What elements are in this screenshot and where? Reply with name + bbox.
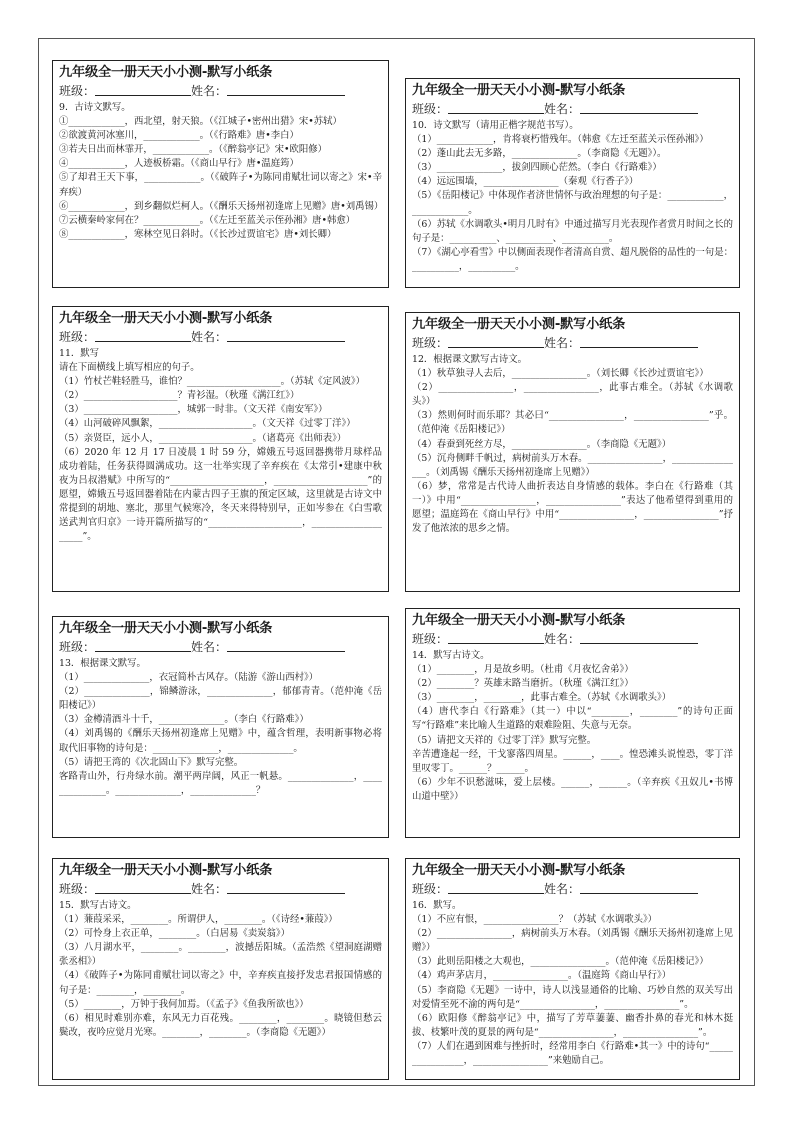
question-line: （6）苏轼《水调歌头•明月几时有》中通过描写月光表现作者赏月时间之长的句子是：__________、__________、__________。 — [412, 218, 733, 244]
question-line: ②欲渡黄河冰塞川，____________。（《行路难》唐•李白） — [59, 130, 299, 142]
question-line: （4）远远围墙，________________（秦观《行香子》） — [412, 176, 639, 188]
question-heading: 14．默写古诗文。 — [412, 650, 490, 661]
name-label: 姓名： — [191, 882, 228, 896]
question-line: （1）秋草独寻人去后，________________。（刘长卿《长沙过贾谊宅》） — [412, 368, 709, 380]
name-label: 姓名： — [544, 336, 581, 350]
question-line: ③若夫日出而林霏开，____________。（《醉翁亭记》宋•欧阳修） — [59, 144, 328, 156]
name-field[interactable] — [580, 630, 698, 644]
dictation-card-16 — [405, 858, 740, 1080]
name-field[interactable] — [227, 328, 345, 342]
card-title: 九年级全一册天天小小测-默写小纸条 — [412, 613, 626, 628]
question-line: （4）春蚕到死丝方尽，________________。（李商隐《无题》） — [412, 438, 672, 450]
question-line: （3）此则岳阳楼之大观也，________________。（范仲淹《岳阳楼记》） — [412, 956, 709, 968]
question-line: （4）鸡声茅店月，________________。（温庭筠《商山早行》） — [412, 970, 672, 982]
question-heading: 16．默写。 — [412, 900, 462, 911]
question-lines — [59, 657, 382, 798]
question-line: ⑦云横秦岭家何在？____________。（《左迁至蓝关示侄孙湘》唐•韩愈） — [59, 214, 356, 226]
class-label: 班级： — [412, 336, 449, 350]
class-label: 班级： — [59, 882, 96, 896]
class-name-row — [412, 334, 733, 352]
question-line: 客路青山外，行舟绿水前。潮平两岸阔，风正一帆悬。______________，______________。______________，______________？ — [59, 770, 382, 796]
question-line: ⑤了却君王天下事，____________。（《破阵子•为陈同甫赋壮词以寄之》宋•辛弃疾） — [59, 172, 382, 198]
question-line: （1）不应有恨，________________？（苏轼《水调歌头》） — [412, 914, 658, 926]
class-name-row — [59, 638, 382, 656]
question-line: 辛苦遭逢起一经，干戈寥落四周星。______，____。惶恐滩头说惶恐，零丁洋里叹零丁。______？______。 — [412, 748, 733, 774]
question-line: （2）蓬山此去无多路，______________。（李商隐《无题》）。 — [412, 148, 667, 160]
question-heading: 13．根据课文默写。 — [59, 658, 146, 669]
class-label: 班级： — [59, 330, 96, 344]
class-label: 班级： — [412, 882, 449, 896]
question-line: （7）《湖心亭看雪》中以侧面表现作者清高自赏、超凡脱俗的品性的一句是：__________，__________。 — [412, 246, 733, 272]
question-line: （2）________？英雄末路当磨折。（秋瑾《满江红》） — [412, 678, 634, 690]
question-line: （3）金樽清酒斗十千，______________。（李白《行路难》） — [59, 714, 309, 726]
question-heading: 12．根据课文默写古诗文。 — [412, 354, 528, 365]
question-line: （3）八月湖水平，________。________，波撼岳阳城。（孟浩然《望洞庭湖赠张丞相》） — [59, 942, 382, 968]
question-line: （2）可怜身上衣正单，________。（白居易《卖炭翁》） — [59, 928, 290, 940]
name-field[interactable] — [580, 880, 698, 894]
question-line: （4）刘禹锡的《酬乐天扬州初逢席上见赠》中，蕴含哲理，表明新事物必将取代旧事物的诗句是：______________，______________。 — [59, 728, 382, 754]
dictation-card-15 — [52, 858, 389, 1080]
question-lines — [59, 347, 382, 544]
question-line: （3）________，________，此事古难全。（苏轼《水调歌头》） — [412, 692, 672, 704]
class-field[interactable] — [95, 638, 191, 652]
name-label: 姓名： — [544, 102, 581, 116]
question-line: （5）请把王湾的《次北固山下》默写完整。 — [59, 756, 244, 768]
question-line: （5）________，万钟于我何加焉。（《孟子》《鱼我所欲也》） — [59, 998, 309, 1010]
class-label: 班级： — [59, 640, 96, 654]
class-field[interactable] — [448, 880, 544, 894]
question-line: （6）欧阳修《醉翁亭记》中，描写了芳草萋萋、幽香扑鼻的春光和林木挺拔、枝繁叶茂的夏景的两句是“________________，________________”。 — [412, 1012, 733, 1038]
question-line: （5）《岳阳楼记》中体现作者济世情怀与政治理想的句子是：____________，____________。 — [412, 190, 733, 216]
question-heading: 11．默写 — [59, 348, 100, 359]
question-lines — [412, 353, 733, 536]
class-field[interactable] — [95, 880, 191, 894]
class-field[interactable] — [95, 82, 191, 96]
name-field[interactable] — [227, 638, 345, 652]
card-title: 九年级全一册天天小小测-默写小纸条 — [412, 863, 626, 878]
card-title: 九年级全一册天天小小测-默写小纸条 — [59, 65, 273, 80]
question-line: 请在下面横线上填写相应的句子。 — [59, 362, 200, 374]
name-field[interactable] — [580, 334, 698, 348]
question-line: （5）李商隐《无题》一诗中，诗人以浅显通俗的比喻、巧妙自然的双关写出对爱情至死不渝的两句是“________________，________________”。 — [412, 984, 733, 1010]
question-lines — [412, 899, 733, 1068]
question-line: （6）梦，常常是古代诗人曲折表达自身情感的载体。李白在《行路难（其一）》中用“________________，________________”表达了他希望得到重用的愿望；温庭筠在《商山早行》中用“________________，________________”抒发了他浓浓的思乡之情。 — [412, 480, 733, 535]
question-line: （6）2020 年 12 月 17 日凌晨 1 时 59 分，嫦娥五号返回器携带月球样品成功着陆，任务获得圆满成功。这一壮举实现了辛弃疾在《太常引•建康中秋夜为吕叔潜赋》中所写的“____________________，____________________”的愿望，嫦娥五号返回器着陆在内蒙古四子王旗的预定区域，这里就是古诗文中常提到的胡地、塞北，那里气候寒冷，冬天来得特别早，正如岑参在《白雪歌送武判官归京》一诗开篇所描写的“____________________，____________________”。 — [59, 446, 382, 543]
question-line: （3）____________________，城郭一时非。（文天祥《南安军》） — [59, 404, 328, 416]
name-label: 姓名： — [544, 882, 581, 896]
card-title: 九年级全一册天天小小测-默写小纸条 — [59, 863, 273, 878]
question-line: （6）相见时难别亦难，东风无力百花残。________，________。晓镜但愁云鬓改，夜吟应觉月光寒。________，________。（李商隐《无题》） — [59, 1012, 382, 1038]
class-label: 班级： — [59, 84, 96, 98]
dictation-card-14 — [405, 608, 740, 838]
question-lines — [412, 649, 733, 804]
question-line: ①____________，西北望，射天狼。（《江城子•密州出猎》宋•苏轼） — [59, 116, 342, 128]
question-line: ④____________，人迹板桥霜。（《商山早行》唐•温庭筠） — [59, 158, 299, 170]
class-field[interactable] — [448, 630, 544, 644]
question-line: （6）少年不识愁滋味，爱上层楼。______，______。（辛弃疾《丑奴儿•书博山道中壁》） — [412, 776, 733, 802]
class-name-row — [412, 630, 733, 648]
card-title: 九年级全一册天天小小测-默写小纸条 — [412, 83, 626, 98]
question-line: （5）请把文天祥的《过零丁洋》默写完整。 — [412, 734, 597, 746]
question-line: （7）人们在遇到困难与挫折时，经常用李白《行路难•其一》中的诗句“________________，________________”来勉励自己。 — [412, 1040, 733, 1067]
class-name-row — [412, 100, 733, 118]
question-line: （4）山河破碎风飘絮，____________________。（文天祥《过零丁洋》） — [59, 418, 356, 430]
question-lines — [412, 119, 733, 274]
card-title: 九年级全一册天天小小测-默写小纸条 — [412, 317, 626, 332]
card-title: 九年级全一册天天小小测-默写小纸条 — [59, 621, 273, 636]
dictation-card-10 — [405, 78, 740, 288]
class-field[interactable] — [448, 100, 544, 114]
name-label: 姓名： — [191, 84, 228, 98]
dictation-card-12 — [405, 312, 740, 592]
card-title: 九年级全一册天天小小测-默写小纸条 — [59, 311, 273, 326]
name-field[interactable] — [580, 100, 698, 114]
question-line: （2）________________，病树前头万木春。（刘禹锡《酬乐天扬州初逢席上见赠》） — [412, 928, 733, 954]
dictation-card-11 — [52, 306, 389, 592]
question-line: ⑥____________，到乡翻似烂柯人。（《酬乐天扬州初逢席上见赠》唐•刘禹锡） — [59, 200, 384, 212]
question-lines — [59, 101, 382, 242]
class-name-row — [412, 880, 733, 898]
question-heading: 15．默写古诗文。 — [59, 900, 137, 911]
class-name-row — [59, 328, 382, 346]
question-heading: 9．古诗文默写。 — [59, 102, 131, 113]
question-line: （2）______________，锦鳞游泳，______________，郁郁青青。（范仲淹《岳阳楼记》） — [59, 686, 382, 712]
question-line: （5）亲贤臣，远小人，____________________。（诸葛亮《出师表》） — [59, 432, 347, 444]
name-field[interactable] — [227, 82, 345, 96]
question-line: （4）《破阵子•为陈同甫赋壮词以寄之》中，辛弃疾直接抒发忠君报国情感的句子是：________，________。 — [59, 970, 382, 996]
question-lines — [59, 899, 382, 1040]
question-line: （2）________________，________________，此事古难全。（苏轼《水调歌头》） — [412, 382, 733, 408]
name-label: 姓名： — [191, 330, 228, 344]
class-label: 班级： — [412, 102, 449, 116]
question-line: （1）蒹葭采采，________。所谓伊人，________。（《诗经•蒹葭》） — [59, 914, 338, 926]
question-line: （1）竹杖芒鞋轻胜马，谁怕？____________________。（苏轼《定风波》） — [59, 376, 365, 388]
class-field[interactable] — [448, 334, 544, 348]
class-name-row — [59, 880, 382, 898]
question-line: （1）____________，肯将衰朽惜残年。（韩愈《左迁至蓝关示侄孙湘》） — [412, 134, 709, 146]
question-line: （4）唐代李白《行路难》（其一）中以“________，________”的诗句正面写“行路难”来比喻人生道路的艰难险阻、失意与无奈。 — [412, 706, 733, 732]
question-line: （5）沉舟侧畔千帆过，病树前头万木春。________________，________________。（刘禹锡《酬乐天扬州初逢席上见赠》） — [412, 452, 733, 478]
question-line: （3）______________，拔剑四顾心茫然。（李白《行路难》） — [412, 162, 662, 174]
name-label: 姓名： — [544, 632, 581, 646]
name-label: 姓名： — [191, 640, 228, 654]
class-name-row — [59, 82, 382, 100]
question-line: （1）________，月是故乡明。（杜甫《月夜忆舍弟》） — [412, 664, 634, 676]
question-line: ⑧____________，寒林空见日斜时。（《长沙过贾谊宅》唐•刘长卿） — [59, 228, 337, 240]
dictation-card-13 — [52, 616, 389, 838]
name-field[interactable] — [227, 880, 345, 894]
question-line: （1）______________，衣冠简朴古风存。（陆游《游山西村》） — [59, 672, 319, 684]
class-label: 班级： — [412, 632, 449, 646]
question-line: （2）____________________？青衫湿。（秋瑾《满江红》） — [59, 390, 300, 402]
class-field[interactable] — [95, 328, 191, 342]
question-heading: 10．诗文默写（请用正楷字规范书写）。 — [412, 120, 579, 131]
dictation-card-9 — [52, 60, 389, 288]
question-line: （3）然则何时而乐耶？其必曰“________________，________________”乎。（范仲淹《岳阳楼记》） — [412, 410, 733, 436]
